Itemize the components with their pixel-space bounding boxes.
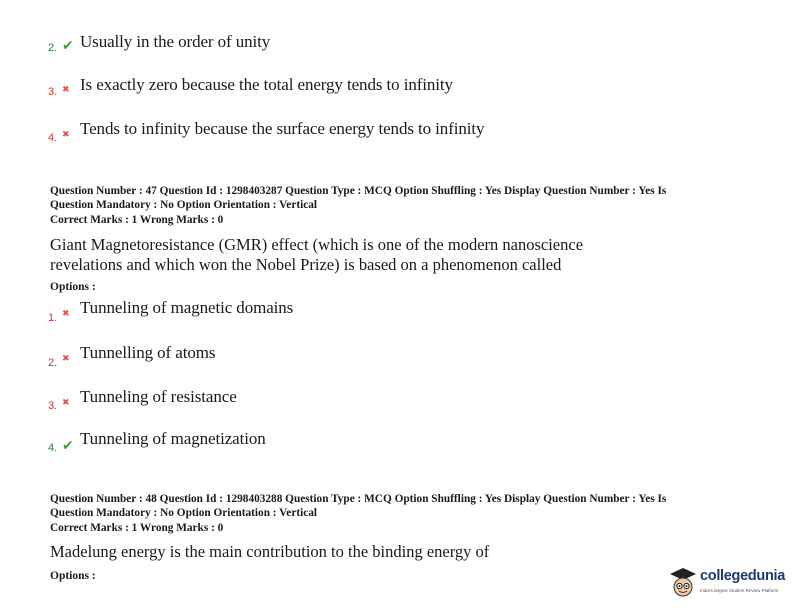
option-row xyxy=(48,343,215,373)
question-text-line: Giant Magnetoresistance (GMR) effect (which is one of the modern nanoscience xyxy=(50,235,584,254)
option-number: 1. xyxy=(48,312,58,324)
option-row xyxy=(48,429,266,459)
question-text: Madelung energy is the main contribution to the binding energy of xyxy=(50,542,490,561)
option-number: 3. xyxy=(48,400,58,412)
question-text-line: revelations and which won the Nobel Prize) is based on a phenomenon called xyxy=(50,255,562,274)
option-text: Usually in the order of unity xyxy=(80,32,271,51)
logo-name: collegedunia xyxy=(700,568,786,584)
question-meta-line: Question Mandatory : No Option Orientation : Vertical xyxy=(50,199,318,211)
option-number: 2. xyxy=(48,42,58,54)
option-row xyxy=(48,32,270,62)
option-row xyxy=(48,75,453,105)
question-meta xyxy=(50,184,730,227)
option-number: 2. xyxy=(48,357,58,369)
cross-icon: ✖ xyxy=(62,130,70,140)
option-row xyxy=(48,387,237,417)
option-text: Tunneling of resistance xyxy=(80,387,237,406)
option-text: Tunneling of magnetization xyxy=(80,429,266,448)
graduate-mascot-icon xyxy=(668,566,698,600)
logo-tagline: India's largest Student Review Platform xyxy=(700,588,779,593)
question-text xyxy=(50,235,690,275)
option-text: Is exactly zero because the total energy tends to infinity xyxy=(80,75,453,94)
option-number: 4. xyxy=(48,132,58,144)
option-number: 4. xyxy=(48,442,58,454)
option-text: Tunneling of magnetic domains xyxy=(80,298,294,317)
question-meta-line: Question Number : 48 Question Id : 1298403288 Question Type : MCQ Option Shuffling : Yes Display Question Number : Yes Is xyxy=(50,493,667,505)
cross-icon: ✖ xyxy=(62,85,70,95)
cross-icon: ✖ xyxy=(62,398,70,408)
options-label: Options : xyxy=(50,570,96,582)
option-text: Tends to infinity because the surface energy tends to infinity xyxy=(80,119,485,138)
question-meta-line: Question Mandatory : No Option Orientation : Vertical xyxy=(50,507,318,519)
option-row xyxy=(48,298,293,328)
options-label: Options : xyxy=(50,281,96,293)
option-row xyxy=(48,119,484,149)
check-icon: ✔ xyxy=(62,38,74,54)
question-meta xyxy=(50,492,730,535)
option-text: Tunnelling of atoms xyxy=(80,343,216,362)
check-icon: ✔ xyxy=(62,438,74,454)
question-meta-line: Question Number : 47 Question Id : 1298403287 Question Type : MCQ Option Shuffling : Yes Display Question Number : Yes Is xyxy=(50,185,667,197)
collegedunia-logo xyxy=(668,566,792,606)
question-marks: Correct Marks : 1 Wrong Marks : 0 xyxy=(50,522,224,534)
option-number: 3. xyxy=(48,86,58,98)
question-marks: Correct Marks : 1 Wrong Marks : 0 xyxy=(50,214,224,226)
cross-icon: ✖ xyxy=(62,309,70,319)
cross-icon: ✖ xyxy=(62,354,70,364)
